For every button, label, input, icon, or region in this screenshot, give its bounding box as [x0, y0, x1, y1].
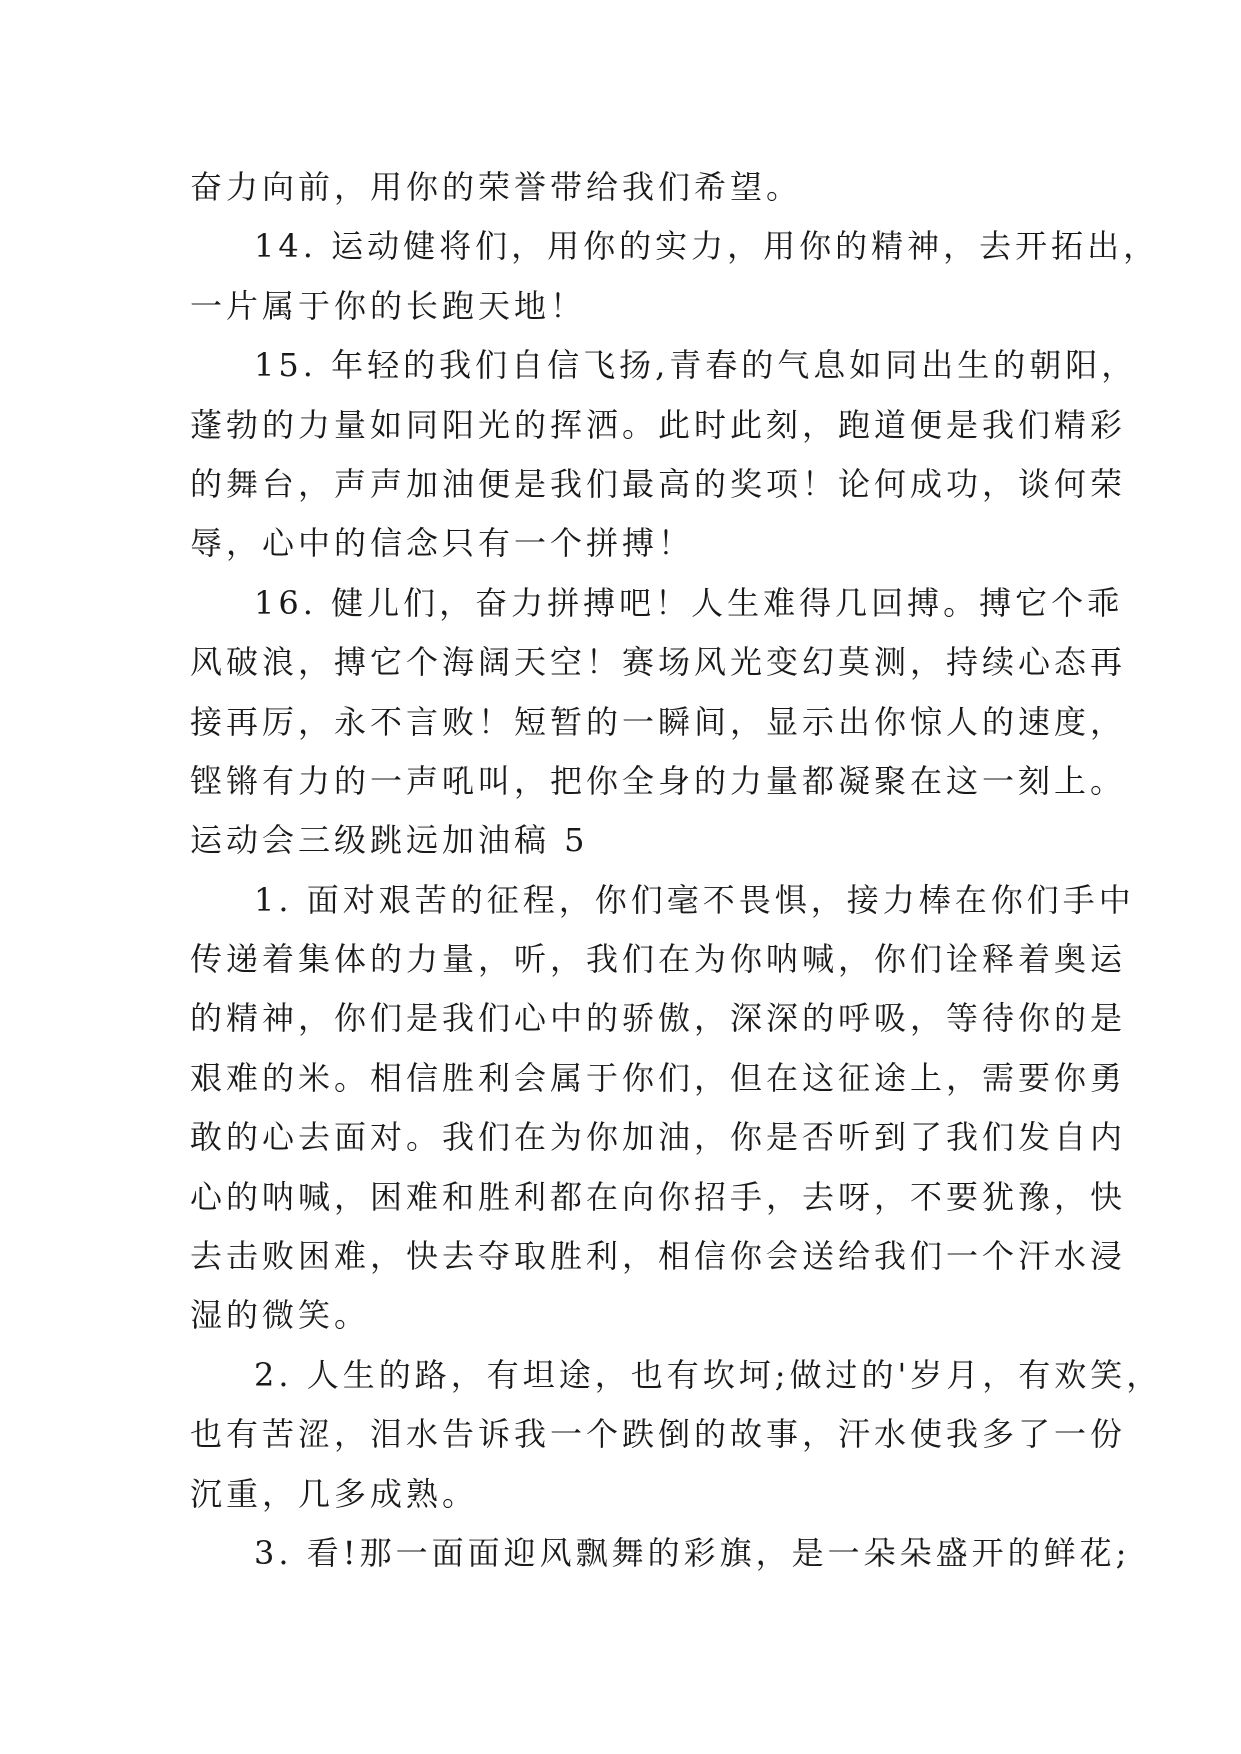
text-line: 铿锵有力的一声吼叫，把你全身的力量都凝聚在这一刻上。 — [190, 761, 1127, 800]
text-line: 沉重，几多成熟。 — [190, 1474, 479, 1513]
text-line: 的精神，你们是我们心中的骄傲，深深的呼吸，等待你的是 — [190, 999, 1127, 1038]
text-line: 也有苦涩，泪水告诉我一个跌倒的故事，汗水使我多了一份 — [190, 1415, 1127, 1454]
text-line: 奋力向前，用你的荣誉带给我们希望。 — [190, 168, 803, 206]
text-line: 2. 人生的路，有坦途，也有坎坷;做过的'岁月，有欢笑， — [254, 1355, 1163, 1394]
text-line: 一片属于你的长跑天地！ — [190, 286, 587, 325]
text-line: 辱，心中的信念只有一个拼搏！ — [190, 524, 695, 563]
document-body — [190, 158, 1163, 1583]
text-line: 艰难的米。相信胜利会属于你们，但在这征途上，需要你勇 — [190, 1058, 1127, 1097]
text-line: 16. 健儿们，奋力拼搏吧！人生难得几回搏。搏它个乖 — [254, 583, 1124, 622]
text-line: 14. 运动健将们，用你的实力，用你的精神，去开拓出， — [254, 227, 1160, 266]
text-line: 蓬勃的力量如同阳光的挥洒。此时此刻，跑道便是我们精彩 — [190, 405, 1127, 444]
text-line: 15. 年轻的我们自信飞扬,青春的气息如同出生的朝阳， — [254, 346, 1138, 385]
text-line: 湿的微笑。 — [190, 1296, 371, 1335]
text-line: 去击败困难，快去夺取胜利，相信你会送给我们一个汗水浸 — [190, 1237, 1127, 1276]
text-line: 3. 看!那一面面迎风飘舞的彩旗，是一朵朵盛开的鲜花; — [254, 1533, 1131, 1572]
text-line: 传递着集体的力量，听，我们在为你呐喊，你们诠释着奥运 — [190, 940, 1127, 979]
text-line: 敢的心去面对。我们在为你加油，你是否听到了我们发自内 — [190, 1118, 1127, 1157]
text-line: 的舞台，声声加油便是我们最高的奖项！论何成功，谈何荣 — [190, 464, 1127, 503]
text-line: 1. 面对艰苦的征程，你们毫不畏惧，接力棒在你们手中 — [254, 880, 1135, 919]
text-line: 心的呐喊，困难和胜利都在向你招手，去呀，不要犹豫，快 — [190, 1177, 1127, 1216]
text-line: 接再厉，永不言败！短暂的一瞬间，显示出你惊人的速度， — [190, 702, 1127, 741]
section-heading: 运动会三级跳远加油稿 5 — [190, 821, 589, 860]
text-line: 风破浪，搏它个海阔天空！赛场风光变幻莫测，持续心态再 — [190, 643, 1127, 682]
